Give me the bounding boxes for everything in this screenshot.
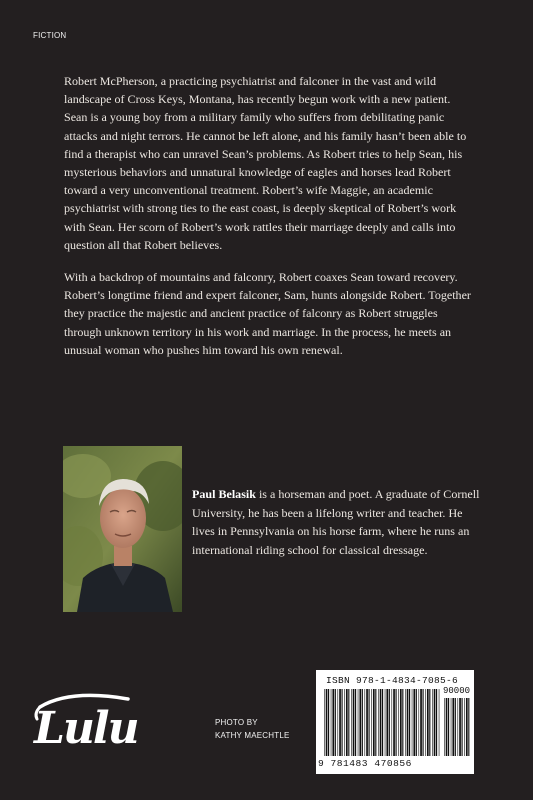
barcode-bars <box>324 689 440 756</box>
barcode-bar <box>409 689 410 756</box>
barcode-digits: 9 781483 470856 <box>318 758 412 769</box>
barcode-bar <box>358 689 359 756</box>
barcode-bar <box>328 689 329 756</box>
barcode-bar <box>429 689 430 756</box>
back-cover-blurb <box>64 72 474 373</box>
photo-credit-line-1: PHOTO BY <box>215 718 258 727</box>
barcode-bar <box>371 689 372 756</box>
barcode-bar <box>446 698 448 756</box>
barcode-bar <box>348 689 349 756</box>
barcode-bar <box>331 689 332 756</box>
barcode-bar <box>362 689 363 756</box>
barcode-bar <box>380 689 382 756</box>
photo-credit <box>215 716 290 742</box>
barcode-bar <box>346 689 348 756</box>
barcode-bar <box>378 689 379 756</box>
barcode-bar <box>393 689 395 756</box>
author-bio-text: is a horseman and poet. A graduate of Cornell University, he has been a lifelong writer and teacher. He lives in Pennsylvania on his horse farm, where he runs an international riding school for classical dressage. <box>192 487 480 557</box>
barcode-bar <box>459 698 461 756</box>
barcode-bar <box>342 689 343 756</box>
barcode-bar <box>335 689 336 756</box>
barcode-bar <box>434 689 436 756</box>
barcode-bar <box>402 689 403 756</box>
barcode-bar <box>420 689 422 756</box>
barcode-bar <box>423 689 424 756</box>
barcode-bar <box>412 689 413 756</box>
barcode-bar <box>439 689 440 756</box>
barcode-bar <box>332 689 334 756</box>
lulu-logo-text: Lulu <box>34 703 138 754</box>
barcode-bar <box>366 689 368 756</box>
barcode-bar <box>375 689 376 756</box>
genre-label: FICTION <box>33 31 67 40</box>
barcode-bar <box>392 689 393 756</box>
barcode-bar <box>396 689 397 756</box>
barcode-bar <box>436 689 437 756</box>
barcode-bar <box>351 689 352 756</box>
barcode-bar <box>389 689 390 756</box>
barcode-bar <box>398 689 399 756</box>
barcode-bar <box>419 689 420 756</box>
barcode-bar <box>452 698 454 756</box>
barcode-bar <box>425 689 426 756</box>
blurb-paragraph-2: With a backdrop of mountains and falconry, Robert coaxes Sean toward recovery. Robert’s longtime friend and expert falconer, Sam, hunts alongside Robert. Together they practice the majestic and ancient practice of falconry as Robert struggles through unknown territory in his work and marriage. In the process, he meets an unusual woman who pushes him toward his own renewal. <box>64 270 471 357</box>
barcode-bar <box>359 689 361 756</box>
barcode-bar <box>382 689 383 756</box>
barcode-bar <box>427 689 429 756</box>
barcode-bar <box>365 689 366 756</box>
barcode-bar <box>413 689 415 756</box>
barcode-bar <box>405 689 406 756</box>
barcode-addon-bars <box>444 698 470 756</box>
barcode-bar <box>338 689 339 756</box>
barcode-bar <box>464 698 465 756</box>
barcode-bar <box>444 698 445 756</box>
author-bio <box>192 485 484 559</box>
barcode-bar <box>386 689 388 756</box>
barcode-bar <box>448 698 449 756</box>
author-photo <box>63 446 182 612</box>
barcode-bar <box>385 689 386 756</box>
isbn-label: ISBN 978-1-4834-7085-6 <box>326 675 459 686</box>
barcode-bar <box>468 698 469 756</box>
barcode-bar <box>407 689 409 756</box>
lulu-logo <box>30 693 138 771</box>
barcode-bar <box>373 689 375 756</box>
barcode-bar <box>466 698 468 756</box>
barcode-bar <box>451 698 452 756</box>
barcode-bar <box>326 689 328 756</box>
isbn-barcode <box>316 670 474 774</box>
barcode-bar <box>416 689 417 756</box>
barcode-bar <box>462 698 463 756</box>
blurb-paragraph-1: Robert McPherson, a practicing psychiatrist and falconer in the vast and wild landscape of Cross Keys, Montana, has recently begun work with a new patient. Sean is a young boy from a military family who suffers from debilitating panic attacks and night terrors. He cannot be left alone, and his family hasn’t been able to find a therapist who can unravel Sean’s problems. As Robert tries to help Sean, his mysterious behaviors and unnatural knowledge of eagles and horses lead Robert toward a very unconventional treatment. Robert’s wife Maggie, an academic psychiatrist with strong ties to the east coast, is deeply skeptical of Robert’s work with Sean. Her scorn of Robert’s work rattles their marriage deeply and calls into question all that Robert believes. <box>64 74 467 252</box>
barcode-bar <box>369 689 370 756</box>
barcode-bar <box>432 689 433 756</box>
barcode-bar <box>344 689 345 756</box>
barcode-bar <box>458 698 459 756</box>
photo-credit-line-2: KATHY MAECHTLE <box>215 731 290 740</box>
barcode-bar <box>324 689 325 756</box>
barcode-bar <box>339 689 341 756</box>
barcode-bar <box>455 698 456 756</box>
barcode-addon-number: 90000 <box>443 686 471 696</box>
barcode-bar <box>353 689 355 756</box>
barcode-bar <box>400 689 402 756</box>
author-name: Paul Belasik <box>192 487 256 501</box>
barcode-bar <box>355 689 356 756</box>
